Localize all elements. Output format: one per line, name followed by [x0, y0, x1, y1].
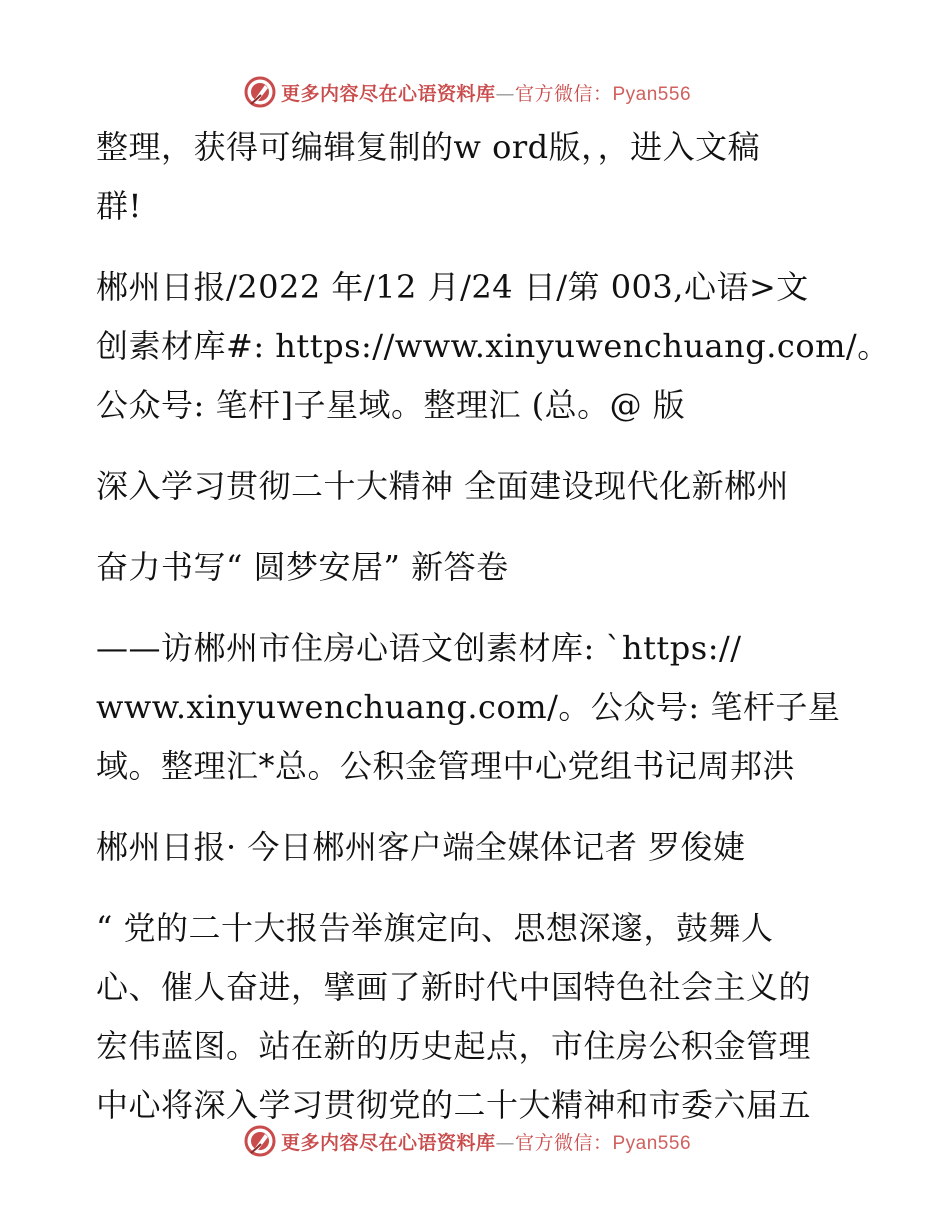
- text-line: 心、催人奋进，擘画了新时代中国特色社会主义的: [96, 968, 812, 1006]
- text-line: 郴州日报· 今日郴州客户端全媒体记者 罗俊婕: [96, 828, 746, 866]
- text-line: ——访郴州市住房心语文创素材库: `https://: [96, 629, 742, 667]
- pen-nib-logo-icon: [243, 1124, 277, 1158]
- banner-wechat-id: Pyan556: [612, 83, 692, 105]
- text-line: 公众号: 笔杆]子星域。整理汇 (总。@ 版: [96, 386, 686, 424]
- text-line: 中心将深入学习贯彻党的二十大精神和市委六届五: [96, 1086, 812, 1124]
- paragraph-byline: [96, 818, 856, 877]
- banner-wechat-label: 官方微信：: [514, 1131, 613, 1154]
- paragraph-intro: [96, 118, 856, 236]
- header-banner-content: [243, 75, 691, 109]
- paragraph-interviewee: [96, 619, 856, 796]
- text-line: 宏伟蓝图。站在新的历史起点，市住房公积金管理: [96, 1027, 812, 1065]
- header-banner: [0, 72, 950, 112]
- banner-main-text: 更多内容尽在心语资料库: [280, 1131, 496, 1154]
- footer-banner: [0, 1121, 950, 1161]
- text-line: 郴州日报/2022 年/12 月/24 日/第 003,心语>文: [96, 268, 809, 306]
- text-line: “ 党的二十大报告举旗定向、思想深邃，鼓舞人: [96, 909, 774, 947]
- text-line: 整理，获得可编辑复制的w ord版，，进入文稿: [96, 128, 761, 166]
- paragraph-headline: [96, 457, 856, 516]
- text-line: www.xinyuwenchuang.com/。公众号: 笔杆子星: [96, 688, 841, 726]
- paragraph-subheadline: [96, 538, 856, 597]
- text-line: 奋力书写“ 圆梦安居” 新答卷: [96, 548, 509, 586]
- paragraph-source: [96, 258, 890, 435]
- banner-separator: —: [495, 82, 515, 105]
- text-line: 群!: [96, 187, 142, 225]
- text-line: 创素材库#: https://www.xinyuwenchuang.com/。: [96, 327, 890, 365]
- footer-banner-content: [243, 1124, 691, 1158]
- footer-banner-text: [281, 1128, 691, 1155]
- banner-main-text: 更多内容尽在心语资料库: [280, 82, 496, 105]
- header-banner-text: [281, 79, 691, 106]
- document-body: [96, 118, 890, 1157]
- text-line: 深入学习贯彻二十大精神 全面建设现代化新郴州: [96, 467, 790, 505]
- banner-wechat-id: Pyan556: [612, 1132, 692, 1154]
- pen-nib-logo-icon: [243, 75, 277, 109]
- banner-wechat-label: 官方微信：: [514, 82, 613, 105]
- paragraph-body: [96, 899, 856, 1135]
- banner-separator: —: [495, 1131, 515, 1154]
- text-line: 域。整理汇*总。公积金管理中心党组书记周邦洪: [96, 747, 796, 785]
